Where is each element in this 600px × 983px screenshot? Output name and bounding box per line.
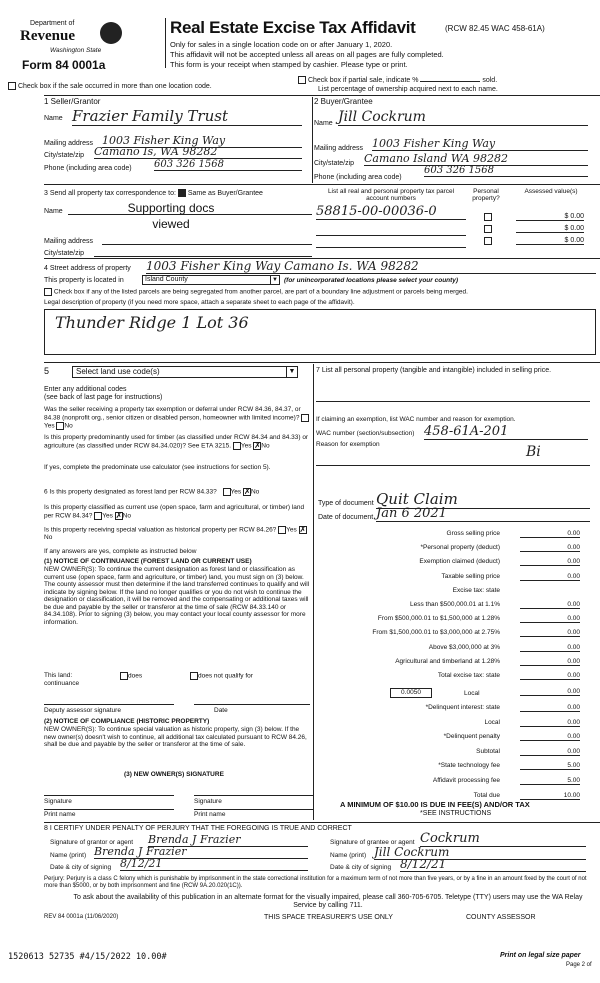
instructions-note: If any answers are yes, complete as instructed below bbox=[44, 548, 197, 555]
notice-compliance-body: NEW OWNER(S): To continue special valuation as historic property, sign (3) below. If the new owner(s) doesn't wish to continue, all additional tax calculated pursuant to RCW 84.26, shall be due and payable by the seller or transferor at the time of sale. bbox=[44, 726, 307, 748]
accessibility-notice: To ask about the availability of this publication in an alternate format for the visually impaired, please call 360-705-6705. Teletype (TTY) users may use the WA Relay Service by calling 711. bbox=[73, 894, 583, 909]
parcel-number-field-3[interactable] bbox=[316, 238, 466, 248]
assessed-value-3[interactable]: $ 0.00 bbox=[516, 237, 584, 245]
current-use-no-checkbox[interactable]: ✗ bbox=[115, 510, 123, 520]
owner-print-label-1: Print name bbox=[44, 811, 76, 818]
timber-note: If yes, complete the predominate use calculator (see instructions for section 5). bbox=[44, 464, 271, 471]
land-use-select[interactable]: Select land use code(s) ▼ bbox=[72, 366, 298, 378]
forest-question: 6 Is this property designated as forest land per RCW 84.33? Yes ✗No bbox=[44, 487, 260, 496]
correspondence-section bbox=[44, 186, 314, 258]
notice-line-2: This affidavit will not be accepted unless all areas on all pages are fully completed. bbox=[170, 50, 444, 59]
fee-value[interactable]: 0.00 bbox=[520, 629, 580, 637]
grantor-signature-field[interactable]: Brenda J Frazier bbox=[148, 833, 308, 847]
fee2-label: Affidavit processing fee bbox=[432, 777, 500, 784]
located-in-label: This property is located in bbox=[44, 277, 124, 284]
exemption-claim-label: If claiming an exemption, list WAC number and reason for exemption. bbox=[316, 416, 516, 423]
page-number: Page 2 of bbox=[566, 962, 592, 968]
correspondence-heading: 3 Send all property tax correspondence to: Same as Buyer/Grantee bbox=[44, 189, 263, 197]
fee-value[interactable]: 0.00 bbox=[520, 658, 580, 666]
grantee-sig-label: Signature of grantee or agent bbox=[330, 839, 415, 846]
seller-city-label: City/state/zip bbox=[44, 152, 85, 159]
additional-codes-label: Enter any additional codes bbox=[44, 386, 127, 393]
certification-section bbox=[44, 823, 600, 873]
buyer-heading: 2 Buyer/Grantee bbox=[314, 97, 373, 106]
historic-question: Is this property receiving special valuation as historical property per RCW 84.26? Yes ✗No bbox=[44, 525, 307, 542]
seller-phone-field[interactable]: 603 326 1568 bbox=[154, 159, 302, 171]
does-not-row: does not qualify for bbox=[190, 672, 253, 680]
partial-sale-checkbox[interactable] bbox=[298, 76, 306, 84]
fee-value[interactable]: 0.00 bbox=[520, 644, 580, 652]
fee2-row bbox=[320, 762, 580, 772]
fee2-row bbox=[320, 704, 580, 714]
form-number: Form 84 0001a bbox=[22, 58, 106, 72]
this-land-label: This land: bbox=[44, 672, 73, 679]
fee2-value[interactable]: 0.00 bbox=[520, 748, 580, 756]
fee-label: Less than $500,000.01 at 1.1% bbox=[410, 601, 500, 608]
grantor-sig-label: Signature of grantor or agent bbox=[50, 839, 134, 846]
section7-heading: 7 List all personal property (tangible and intangible) included in selling price. bbox=[316, 367, 552, 374]
segregated-checkbox[interactable] bbox=[44, 288, 52, 296]
buyer-mailing-field[interactable]: 1003 Fisher King Way bbox=[372, 137, 588, 151]
notice-line-3: This form is your receipt when stamped by cashier. Please type or print. bbox=[170, 60, 408, 69]
buyer-phone-field[interactable]: 603 326 1568 bbox=[424, 165, 588, 177]
fee2-label: Local bbox=[484, 718, 500, 726]
notice-line-1: Only for sales in a single location code on or after January 1, 2020. bbox=[170, 40, 393, 49]
does-checkbox[interactable] bbox=[120, 672, 128, 680]
grantor-date-label: Date & city of signing bbox=[50, 864, 112, 871]
timber-question: Is this property predominantly used for timber (as classified under RCW 84.34 and 84.33) or agriculture (as classified under RCW 84.34.020)? See ETA 3215. Yes ✗No bbox=[44, 434, 309, 450]
fee-label: *Personal property (deduct) bbox=[420, 544, 500, 552]
timber-yes-checkbox[interactable] bbox=[233, 442, 241, 450]
doc-date-field[interactable]: Jan 6 2021 bbox=[376, 506, 590, 522]
recording-stamp: 1520613 52735 #4/15/2022 10.00# bbox=[8, 952, 167, 962]
fee2-label: Subtotal bbox=[476, 747, 500, 755]
personal-property-section bbox=[316, 364, 596, 404]
ownership-note: List percentage of ownership acquired next to each name. bbox=[318, 86, 498, 93]
fee-value[interactable]: 0.00 bbox=[520, 615, 580, 623]
fee-row bbox=[320, 530, 580, 540]
fee-row bbox=[320, 615, 580, 625]
grantor-date-field[interactable]: 8/12/21 bbox=[120, 857, 308, 871]
grantor-name-label: Name (print) bbox=[50, 852, 87, 859]
minimum-notice: A MINIMUM OF $10.00 IS DUE IN FEE(S) AND/OR TAX bbox=[340, 800, 530, 809]
buyer-phone-label: Phone (including area code) bbox=[314, 174, 402, 181]
forest-yes-checkbox[interactable] bbox=[223, 488, 231, 496]
fee-row bbox=[320, 573, 580, 583]
fee-row bbox=[320, 544, 580, 554]
new-owner-signatures bbox=[44, 786, 314, 822]
revision-label: REV 84 0001a (11/06/2020) bbox=[44, 914, 119, 920]
deputy-signature-label: Deputy assessor signature bbox=[44, 707, 121, 714]
owner-signature-line-1[interactable] bbox=[44, 794, 174, 796]
legal-paper-note: Print on legal size paper bbox=[500, 952, 581, 959]
county-select[interactable]: Island County ▼ bbox=[142, 275, 280, 285]
fee-value[interactable]: 0.00 bbox=[520, 601, 580, 609]
exemption-yes-checkbox[interactable] bbox=[301, 414, 309, 422]
grantee-date-field[interactable]: 8/12/21 bbox=[400, 857, 586, 872]
fee2-value[interactable]: 5.00 bbox=[520, 777, 580, 785]
fee-row bbox=[320, 672, 580, 682]
forest-land-section bbox=[44, 486, 314, 786]
does-row: does bbox=[120, 672, 142, 680]
grantee-date-label: Date & city of signing bbox=[330, 864, 392, 871]
see-instructions-note: *SEE INSTRUCTIONS bbox=[420, 810, 492, 817]
deputy-date-label: Date bbox=[214, 707, 228, 714]
buyer-name-field[interactable]: Jill Cockrum bbox=[338, 109, 588, 126]
does-not-checkbox[interactable] bbox=[190, 672, 198, 680]
fee2-label: *State technology fee bbox=[438, 762, 500, 770]
seller-section bbox=[44, 97, 304, 177]
fee-value[interactable]: 0.00 bbox=[520, 544, 580, 552]
reason-label: Reason for exemption bbox=[316, 441, 380, 448]
wac-number-field[interactable]: 458-61A-201 bbox=[424, 424, 588, 440]
multi-location-checkbox[interactable] bbox=[8, 82, 16, 90]
seller-phone-label: Phone (including area code) bbox=[44, 165, 132, 172]
legal-description-box[interactable] bbox=[44, 309, 596, 355]
rcw-citation: (RCW 82.45 WAC 458-61A) bbox=[445, 24, 545, 33]
fee2-value[interactable]: 0.00 bbox=[520, 704, 580, 712]
exemption-question: Was the seller receiving a property tax exemption or deferral under RCW 84.36, 84.37, or 84.38 (nonprofit org., senior citizen or disabled person, homeowner with limited income)? Yes No bbox=[44, 406, 312, 430]
fee-row bbox=[320, 629, 580, 639]
correspondence-name-label: Name bbox=[44, 208, 63, 215]
unincorporated-note: (for unincorporated locations please select your county) bbox=[284, 277, 459, 284]
doc-type-label: Type of document bbox=[318, 500, 374, 507]
legal-description-label: Legal description of property (if you need more space, attach a separate sheet to each page of the affidavit). bbox=[44, 299, 355, 306]
parcel-number-field-2[interactable] bbox=[316, 226, 466, 236]
wac-label: WAC number (section/subsection) bbox=[316, 430, 415, 437]
correspondence-city-label: City/state/zip bbox=[44, 250, 85, 257]
buyer-section bbox=[314, 97, 594, 182]
land-use-section bbox=[44, 364, 314, 484]
owner-print-label-2: Print name bbox=[194, 811, 226, 818]
new-owner-signature-title: (3) NEW OWNER(S) SIGNATURE bbox=[124, 771, 224, 778]
fee2-label: *Delinquent interest: state bbox=[425, 704, 500, 711]
fee-label: Taxable selling price bbox=[441, 572, 500, 580]
perjury-notice: Perjury: Perjury is a class C felony which is punishable by imprisonment in the state correctional institution for a maximum term of not more than five years, or by a fine in an amount fixed by the court of not more than $5000, or by both imprisonment and fine (RCW 9A.20.020(1C)). bbox=[44, 876, 587, 889]
parcel-number-field[interactable]: 58815-00-00036-0 bbox=[316, 204, 466, 220]
reason-field[interactable]: Bi bbox=[526, 444, 541, 460]
segregated-row[interactable]: Check box if any of the listed parcels are being segregated from another parcel, are part of a boundary line adjustment or parcels being merged. bbox=[44, 288, 468, 296]
continuance-label: continuance bbox=[44, 680, 80, 687]
personal-col-header: Personal property? bbox=[472, 188, 500, 202]
fee-label: Total excise tax: state bbox=[437, 672, 500, 679]
local-rate-row bbox=[390, 688, 580, 699]
fee2-value[interactable]: 0.00 bbox=[520, 733, 580, 741]
fee-row bbox=[320, 601, 580, 611]
forest-no-checkbox[interactable]: ✗ bbox=[243, 487, 251, 496]
owner-signature-line-2[interactable] bbox=[194, 794, 314, 796]
fee-label: Above $3,000,000 at 3% bbox=[428, 643, 500, 651]
form-title: Real Estate Excise Tax Affidavit bbox=[170, 18, 416, 37]
fee-label: Excise tax: state bbox=[452, 586, 500, 594]
local-rate-box[interactable]: 0.0050 bbox=[390, 688, 432, 698]
seller-city-field[interactable]: Camano Is, WA 98282 bbox=[94, 145, 302, 159]
buyer-city-label: City/state/zip bbox=[314, 160, 355, 167]
reason-line bbox=[316, 464, 590, 466]
grantee-signature-field[interactable]: Cockrum bbox=[420, 831, 586, 847]
doc-date-label: Date of document bbox=[318, 514, 374, 521]
document-info bbox=[318, 488, 594, 524]
fee-label: Agricultural and timberland at 1.28% bbox=[395, 657, 500, 665]
parcel-col-header: List all real and personal property tax parcel account numbers bbox=[327, 188, 455, 202]
buyer-city-field[interactable]: Camano Island WA 98282 bbox=[364, 152, 588, 166]
personal-property-checkbox-1[interactable] bbox=[484, 213, 492, 221]
fee-label: From $1,500,000.01 to $3,000,000 at 2.75% bbox=[372, 629, 500, 637]
assessed-value-1[interactable]: $ 0.00 bbox=[516, 213, 584, 221]
local-rate-label: Local bbox=[464, 690, 480, 697]
current-use-question: Is this property classified as current use (open space, farm and agricultural, or timber) land per RCW 84.34? Yes ✗No bbox=[44, 504, 305, 520]
parcel-table bbox=[316, 186, 596, 256]
personal-property-checkbox-3[interactable] bbox=[484, 237, 492, 245]
grantee-name-field[interactable]: Jill Cockrum bbox=[374, 845, 586, 860]
fee-row bbox=[320, 587, 580, 597]
grantee-name-label: Name (print) bbox=[330, 852, 367, 859]
seller-heading: 1 Seller/Grantor bbox=[44, 97, 101, 106]
treasurer-label: THIS SPACE TREASURER'S USE ONLY bbox=[264, 914, 393, 921]
personal-property-checkbox-2[interactable] bbox=[484, 225, 492, 233]
fee2-label: Total due bbox=[473, 791, 500, 799]
owner-print-line-1[interactable] bbox=[44, 808, 174, 810]
notice-compliance-title: (2) NOTICE OF COMPLIANCE (HISTORIC PROPERTY) bbox=[44, 718, 210, 725]
department-label: Department of bbox=[30, 20, 75, 27]
seller-mailing-label: Mailing address bbox=[44, 140, 94, 147]
seller-mailing-field[interactable]: 1003 Fisher King Way bbox=[102, 134, 302, 148]
personal-property-line[interactable] bbox=[316, 398, 590, 402]
fee-value[interactable]: 0.00 bbox=[520, 672, 580, 680]
street-address-label: 4 Street address of property bbox=[44, 265, 131, 272]
doc-type-field[interactable]: Quit Claim bbox=[376, 490, 590, 509]
fee-value[interactable]: 0.00 bbox=[520, 530, 580, 538]
fee-row bbox=[320, 558, 580, 568]
see-back-note: (see back of last page for instructions) bbox=[44, 394, 163, 401]
partial-sale-row[interactable]: Check box if partial sale, indicate % sold. bbox=[298, 76, 497, 84]
fee2-row bbox=[320, 777, 580, 787]
historic-no-checkbox[interactable]: ✗ bbox=[299, 525, 307, 534]
multi-location-checkbox-row[interactable]: Check box if the sale occurred in more than one location code. bbox=[8, 82, 212, 90]
exemption-claim-section bbox=[316, 416, 596, 476]
notice-continuance-body: NEW OWNER(S): To continue the current designation as forest land or classification as current use (open space, farm and agriculture, or timber) land, you must sign on (3) below. The county assessor must then determine if the land transferred continues to qualify and will indicate by signing below. If the land no longer qualifies or you do not wish to continue the designation or classification, it will be removed and the compensating or additional taxes will be due and payable by the seller or transferor at the time of sale (RCW 84.33.140 or 84.34.108). Prior to signing (3) below, you may contact your local county assessor for more information. bbox=[44, 566, 310, 626]
correspondence-mailing-field[interactable] bbox=[102, 236, 312, 245]
owner-signature-label-2: Signature bbox=[194, 798, 222, 805]
owner-signature-label-1: Signature bbox=[44, 798, 72, 805]
notice-continuance-title: (1) NOTICE OF CONTINUANCE (FOREST LAND OR CURRENT USE) bbox=[44, 558, 252, 565]
fee2-value[interactable]: 0.00 bbox=[520, 719, 580, 727]
fee2-label: *Delinquent penalty bbox=[443, 733, 500, 741]
buyer-mailing-label: Mailing address bbox=[314, 145, 364, 152]
section5-number: 5 bbox=[44, 366, 50, 376]
header bbox=[0, 0, 600, 93]
historic-yes-checkbox[interactable] bbox=[278, 526, 286, 534]
fee-label: Gross selling price bbox=[446, 530, 500, 537]
fee-label: Exemption claimed (deduct) bbox=[419, 558, 500, 566]
timber-no-checkbox[interactable]: ✗ bbox=[254, 440, 261, 450]
fee2-value[interactable]: 5.00 bbox=[520, 762, 580, 770]
property-section bbox=[44, 259, 600, 357]
assessed-col-header: Assessed value(s) bbox=[524, 188, 578, 195]
seller-name-field[interactable]: Frazier Family Trust bbox=[72, 107, 302, 126]
correspondence-city-field[interactable] bbox=[94, 248, 312, 257]
assessor-label: COUNTY ASSESSOR bbox=[466, 914, 536, 921]
same-as-buyer-checkbox[interactable] bbox=[178, 189, 186, 197]
certification-heading: 8 I CERTIFY UNDER PENALTY OF PERJURY THAT THE FOREGOING IS TRUE AND CORRECT bbox=[44, 825, 352, 832]
supporting-docs-overlay: Supporting docs viewed bbox=[127, 201, 215, 231]
chevron-down-icon: ▼ bbox=[286, 367, 297, 377]
correspondence-mailing-label: Mailing address bbox=[44, 238, 94, 245]
washington-state-label: Washington State bbox=[50, 47, 102, 54]
fee2-row bbox=[320, 719, 580, 729]
fee-row bbox=[320, 644, 580, 654]
buyer-name-label: Name bbox=[314, 120, 333, 127]
chevron-down-icon: ▼ bbox=[270, 276, 279, 284]
revenue-logo-icon bbox=[100, 22, 122, 44]
fee2-row bbox=[320, 748, 580, 758]
fee-row bbox=[320, 658, 580, 668]
grantor-name-field[interactable]: Brenda J Frazier bbox=[94, 845, 308, 859]
fee-value[interactable]: 0.00 bbox=[520, 573, 580, 581]
fee-label: From $500,000.01 to $1,500,000 at 1.28% bbox=[377, 615, 500, 623]
local-rate-value[interactable]: 0.00 bbox=[520, 688, 580, 696]
fee-value[interactable]: 0.00 bbox=[520, 558, 580, 566]
fee2-value[interactable]: 10.00 bbox=[520, 792, 580, 800]
legal-description-text: Thunder Ridge 1 Lot 36 bbox=[55, 313, 249, 332]
assessed-value-2[interactable]: $ 0.00 bbox=[516, 225, 584, 233]
street-address-field[interactable]: 1003 Fisher King Way Camano Is. WA 98282 bbox=[146, 259, 596, 274]
fee2-row bbox=[320, 733, 580, 743]
owner-print-line-2[interactable] bbox=[194, 808, 314, 810]
seller-name-label: Name bbox=[44, 115, 63, 122]
revenue-logo-text: Revenue bbox=[20, 28, 75, 44]
